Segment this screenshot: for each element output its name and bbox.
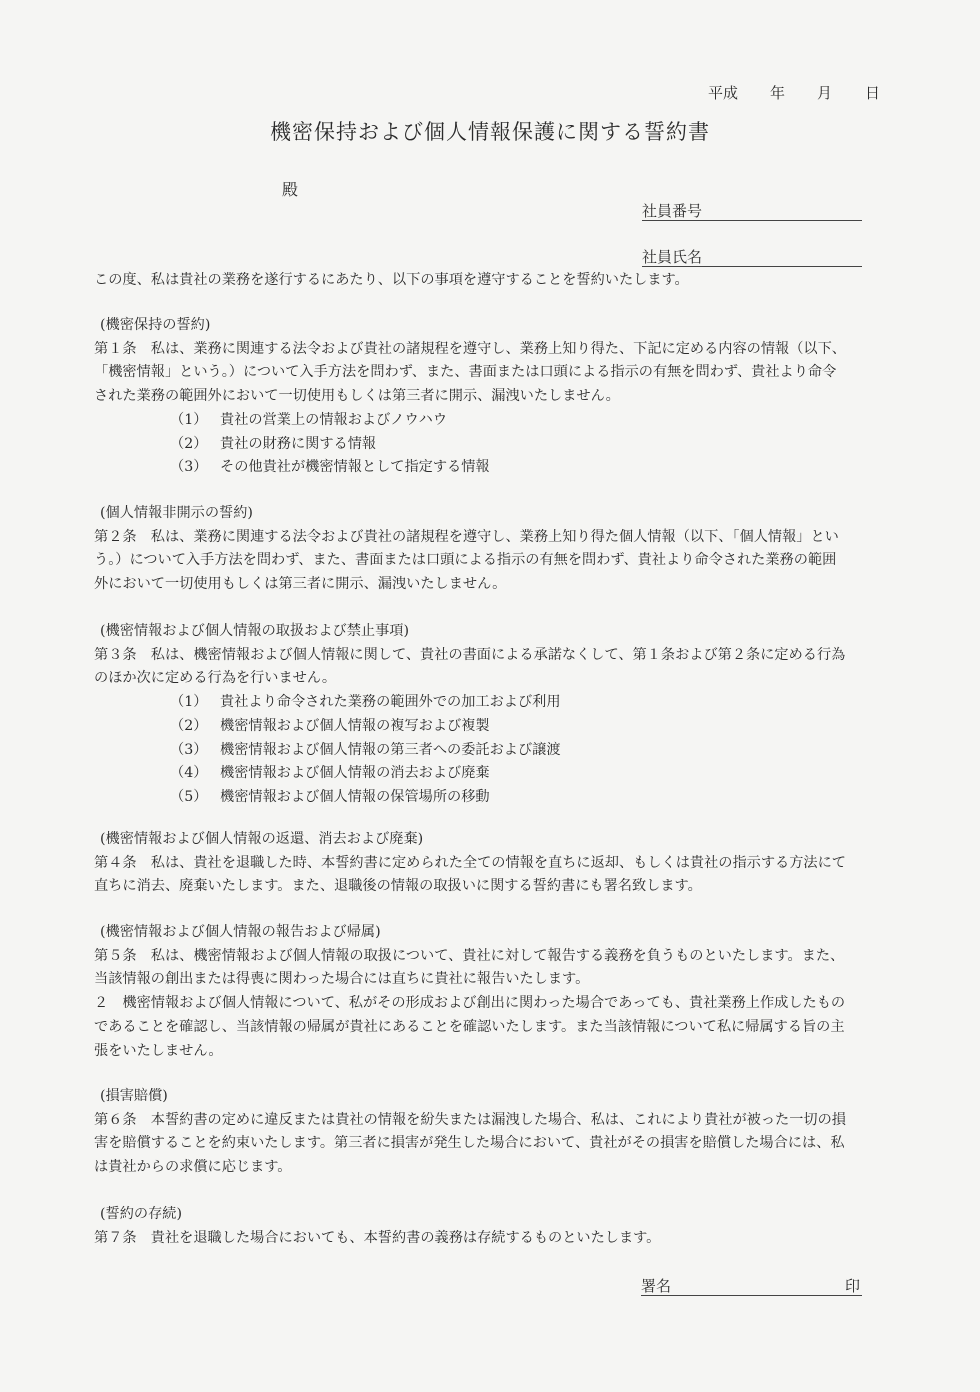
section-line: 「機密情報」という。）について入手方法を問わず、また、書面または口頭による指示の有無を問わず、貴社より命令 <box>94 364 837 381</box>
item-list <box>94 691 894 810</box>
section-line: された業務の範囲外において一切使用もしくは第三者に開示、漏洩いたしません。 <box>94 388 620 405</box>
item-number: （5） <box>170 788 208 805</box>
signature-label: 署名 <box>641 1277 672 1295</box>
section-heading: (機密情報および個人情報の返還、消去および廃棄) <box>100 831 424 847</box>
date-line <box>708 82 880 103</box>
section-line: 当該情報の創出または得喪に関わった場合には直ちに貴社に報告いたします。 <box>94 971 590 988</box>
section-line: 外において一切使用もしくは第三者に開示、漏洩いたしません。 <box>94 576 507 593</box>
item-text: 機密情報および個人情報の消去および廃棄 <box>220 765 490 782</box>
date-month: 月 <box>817 84 833 102</box>
section-heading: (誓約の存続) <box>100 1206 183 1222</box>
item-number: （3） <box>170 459 208 476</box>
section-damages <box>94 1085 894 1180</box>
date-era: 平成 <box>708 84 739 102</box>
list-item <box>170 762 894 786</box>
section-line: のほか次に定める行為を行いません。 <box>94 670 337 687</box>
item-number: （2） <box>170 717 208 734</box>
section-report-attribution <box>94 921 894 1063</box>
employee-name-field[interactable] <box>642 246 862 267</box>
list-item <box>170 691 894 715</box>
section-line: であることを確認し、当該情報の帰属が貴社にあることを確認いたします。また当該情報について私に帰属する旨の主 <box>94 1018 845 1035</box>
section-line: う。）について入手方法を問わず、また、書面または口頭による指示の有無を問わず、貴社より命令された業務の範囲 <box>94 552 837 569</box>
list-item <box>170 433 894 457</box>
employee-number-label: 社員番号 <box>642 202 703 220</box>
list-item <box>170 786 894 810</box>
list-item <box>170 739 894 763</box>
section-personal-info <box>94 502 894 597</box>
item-text: 貴社より命令された業務の範囲外での加工および利用 <box>220 694 561 711</box>
date-year: 年 <box>770 84 786 102</box>
item-text: 機密情報および個人情報の第三者への委託および譲渡 <box>220 741 561 758</box>
section-survival <box>94 1203 894 1250</box>
employee-number-field[interactable] <box>642 200 862 221</box>
list-item <box>170 409 894 433</box>
section-handling-prohibitions <box>94 620 894 810</box>
section-heading: (機密情報および個人情報の取扱および禁止事項) <box>100 623 410 639</box>
section-heading: (損害賠償) <box>100 1088 168 1104</box>
seal-mark: 印 <box>844 1277 860 1295</box>
item-number: （3） <box>170 741 208 758</box>
intro-text: この度、私は貴社の業務を遂行するにあたり、以下の事項を遵守することを誓約いたします。 <box>94 272 689 288</box>
item-text: 貴社の営業上の情報およびノウハウ <box>220 411 448 428</box>
item-text: 機密情報および個人情報の保管場所の移動 <box>220 788 490 805</box>
document-title: 機密保持および個人情報保護に関する誓約書 <box>270 120 710 144</box>
section-line: は貴社からの求償に応じます。 <box>94 1159 292 1176</box>
list-item <box>170 456 894 480</box>
section-heading: (機密情報および個人情報の報告および帰属) <box>100 924 381 940</box>
item-number: （1） <box>170 694 208 711</box>
item-text: 貴社の財務に関する情報 <box>220 435 377 452</box>
addressee: 殿 <box>282 180 299 199</box>
date-day: 日 <box>865 84 881 102</box>
section-line: 直ちに消去、廃棄いたします。また、退職後の情報の取扱いに関する誓約書にも署名致します。 <box>94 878 702 895</box>
item-number: （4） <box>170 765 208 782</box>
signature-field[interactable] <box>641 1275 862 1296</box>
section-line: 第７条 貴社を退職した場合においても、本誓約書の義務は存続するものといたします。 <box>94 1229 661 1246</box>
section-line: 第５条 私は、機密情報および個人情報の取扱について、貴社に対して報告する義務を負うものといたします。また、 <box>94 947 845 964</box>
section-line: 第４条 私は、貴社を退職した時、本誓約書に定められた全ての情報を直ちに返却、もしくは貴社の指示する方法にて <box>94 854 846 871</box>
section-heading: (機密保持の誓約) <box>100 317 211 333</box>
section-line: 第２条 私は、業務に関連する法令および貴社の諸規程を遵守し、業務上知り得た個人情報（以下、「個人情報」とい <box>94 528 839 545</box>
section-confidentiality <box>94 314 894 480</box>
section-line: 害を賠償することを約束いたします。第三者に損害が発生した場合において、貴社がその損害を賠償した場合には、私 <box>94 1135 845 1152</box>
item-number: （1） <box>170 411 208 428</box>
employee-name-label: 社員氏名 <box>642 248 703 266</box>
section-heading: (個人情報非開示の誓約) <box>100 505 253 521</box>
section-line: 第１条 私は、業務に関連する法令および貴社の諸規程を遵守し、業務上知り得た、下記に定める内容の情報（以下、 <box>94 340 846 357</box>
list-item <box>170 715 894 739</box>
section-return-disposal <box>94 828 894 899</box>
section-line: 張をいたしません。 <box>94 1042 223 1059</box>
item-number: （2） <box>170 435 208 452</box>
item-text: その他貴社が機密情報として指定する情報 <box>220 459 490 476</box>
section-line: 第６条 本誓約書の定めに違反または貴社の情報を紛失または漏洩した場合、私は、これにより貴社が被った一切の損 <box>94 1111 846 1128</box>
item-list <box>94 409 894 480</box>
section-line: 第３条 私は、機密情報および個人情報に関して、貴社の書面による承諾なくして、第１条および第２条に定める行為 <box>94 646 846 663</box>
section-line: ２ 機密情報および個人情報について、私がその形成および創出に関わった場合であっても、貴社業務上作成したもの <box>94 995 846 1012</box>
item-text: 機密情報および個人情報の複写および複製 <box>220 717 490 734</box>
